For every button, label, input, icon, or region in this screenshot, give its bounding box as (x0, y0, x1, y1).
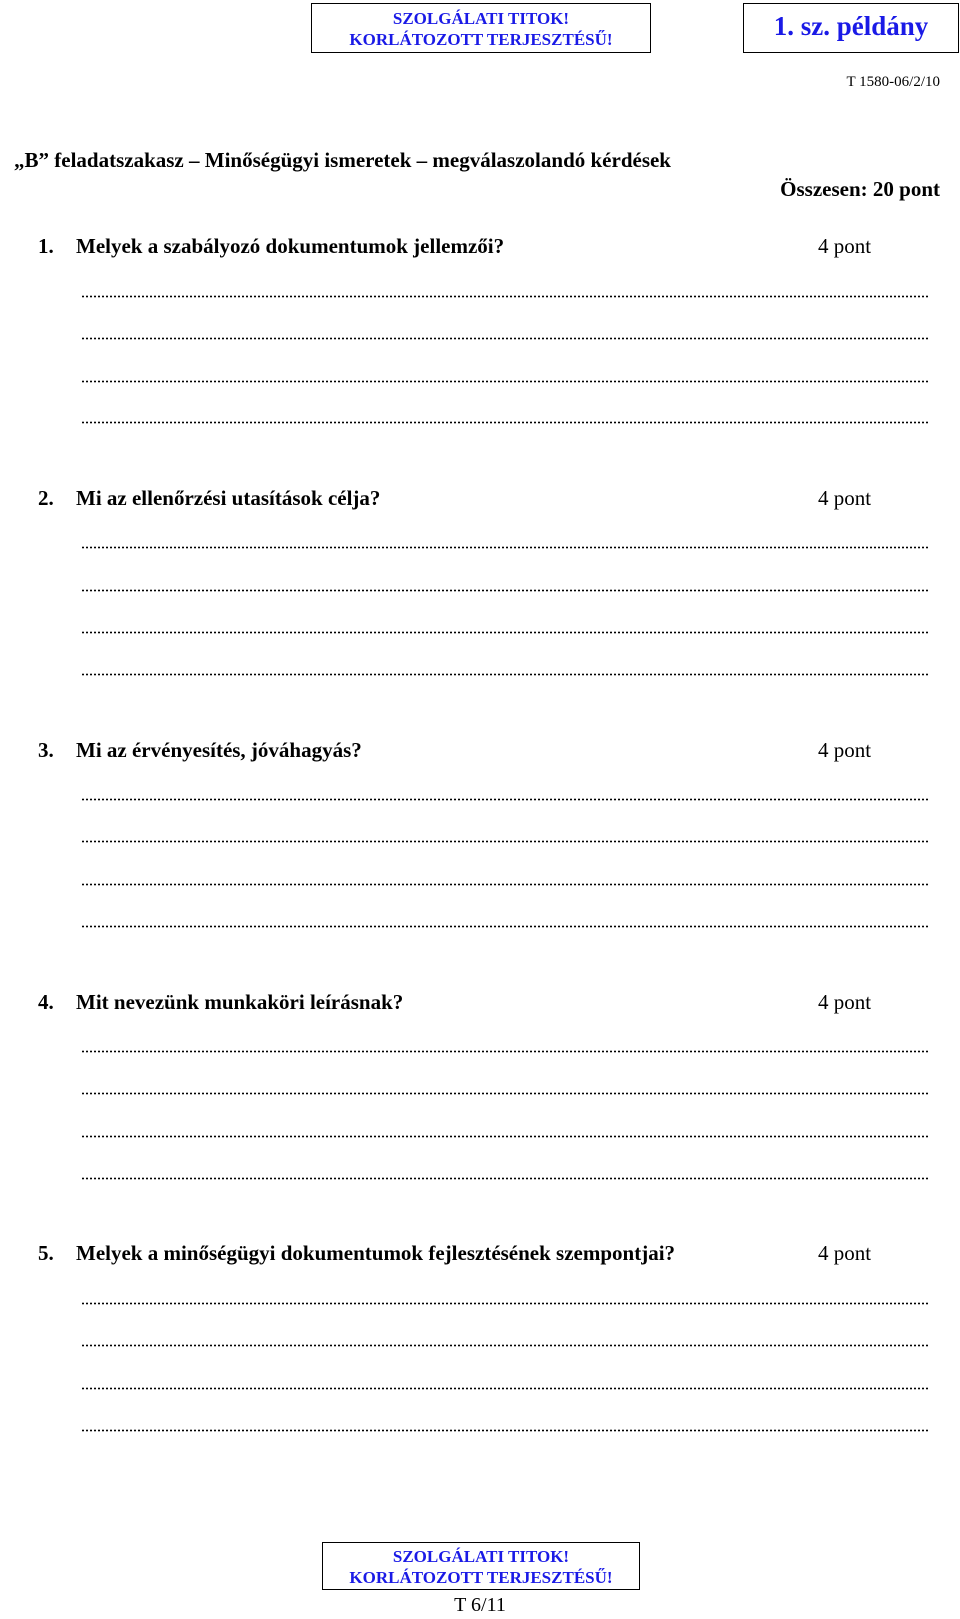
total-points: Összesen: 20 pont (780, 177, 940, 201)
question-points: 4 pont (818, 990, 872, 1014)
answer-line[interactable] (81, 546, 929, 549)
page-number: T 6/11 (454, 1594, 506, 1616)
answer-line[interactable] (81, 798, 929, 801)
question-points: 4 pont (818, 1241, 872, 1265)
question-4 (38, 990, 938, 1020)
answer-line[interactable] (81, 1429, 929, 1432)
question-text: Mit nevezünk munkaköri leírásnak? (76, 990, 404, 1014)
answer-line[interactable] (81, 1302, 929, 1305)
question-number: 2. (38, 486, 54, 510)
answer-line[interactable] (81, 1135, 929, 1138)
question-number: 4. (38, 990, 54, 1014)
classification-line1: SZOLGÁLATI TITOK! (392, 1547, 570, 1566)
question-number: 1. (38, 234, 54, 258)
answer-line[interactable] (81, 925, 929, 928)
question-5 (38, 1241, 938, 1271)
question-number: 3. (38, 738, 54, 762)
question-text: Mi az ellenőrzési utasítások célja? (76, 486, 381, 510)
answer-line[interactable] (81, 1387, 929, 1390)
answer-line[interactable] (81, 1344, 929, 1347)
classification-line1: SZOLGÁLATI TITOK! (392, 9, 570, 28)
question-points: 4 pont (818, 234, 872, 258)
answer-line[interactable] (81, 1050, 929, 1053)
question-2 (38, 486, 938, 516)
answer-line[interactable] (81, 883, 929, 886)
answer-line[interactable] (81, 631, 929, 634)
answer-line[interactable] (81, 1092, 929, 1095)
document-code: T 1580-06/2/10 (846, 74, 940, 90)
answer-line[interactable] (81, 840, 929, 843)
classification-line2: KORLÁTOZOTT TERJESZTÉSŰ! (349, 1568, 613, 1587)
question-number: 5. (38, 1241, 54, 1265)
question-3 (38, 738, 938, 768)
question-points: 4 pont (818, 738, 872, 762)
answer-line[interactable] (81, 589, 929, 592)
answer-line[interactable] (81, 337, 929, 340)
question-text: Melyek a minőségügyi dokumentumok fejlesztésének szempontjai? (76, 1241, 676, 1265)
question-text: Mi az érvényesítés, jóváhagyás? (76, 738, 362, 762)
answer-line[interactable] (81, 1177, 929, 1180)
classification-box-bottom (322, 1542, 640, 1590)
classification-box-top (311, 3, 651, 53)
copy-number-box: 1. sz. példány (743, 3, 959, 53)
question-points: 4 pont (818, 486, 872, 510)
classification-line2: KORLÁTOZOTT TERJESZTÉSŰ! (349, 30, 613, 49)
answer-line[interactable] (81, 380, 929, 383)
answer-line[interactable] (81, 673, 929, 676)
section-title: „B” feladatszakasz – Minőségügyi ismeretek – megválaszolandó kérdések (14, 148, 671, 172)
question-text: Melyek a szabályozó dokumentumok jellemzői? (76, 234, 505, 258)
answer-line[interactable] (81, 295, 929, 298)
question-1 (38, 234, 938, 264)
answer-line[interactable] (81, 421, 929, 424)
